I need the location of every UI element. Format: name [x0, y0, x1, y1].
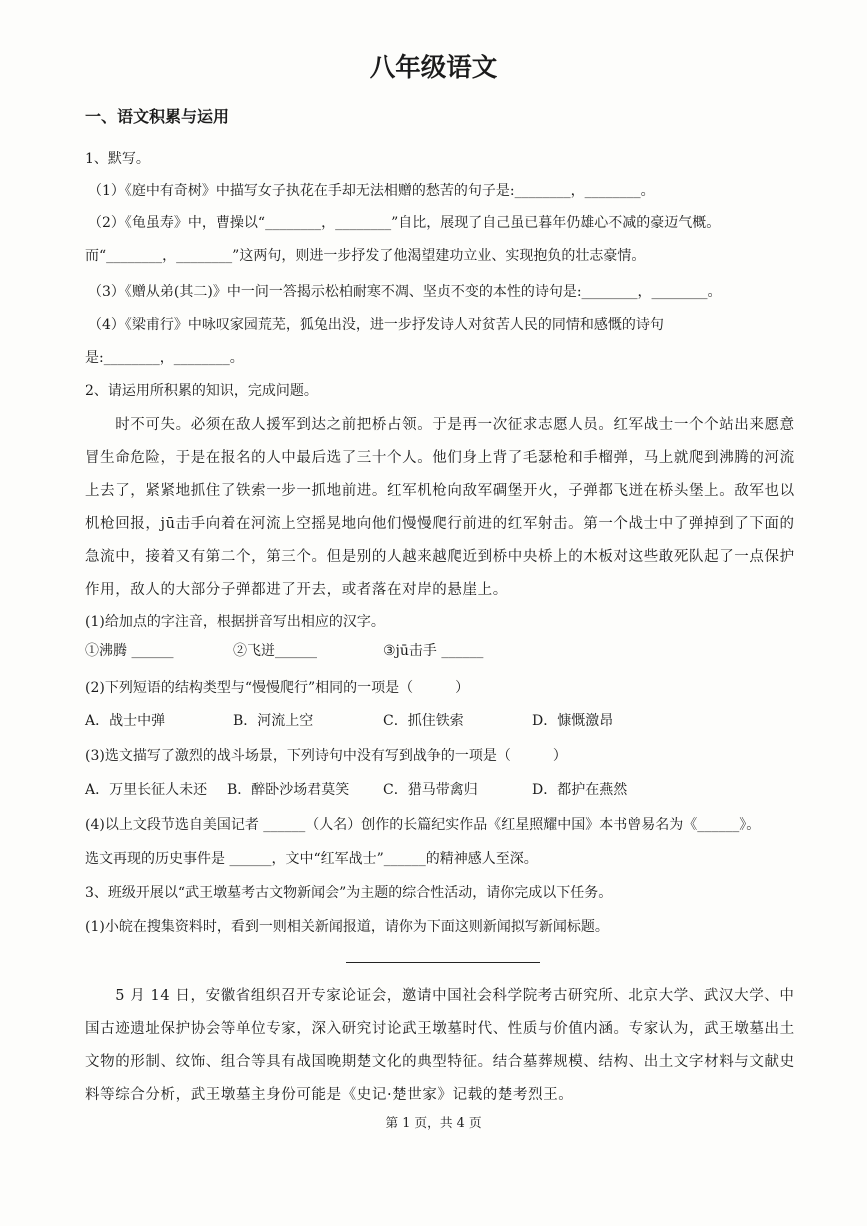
option-c: C．猎马带禽归 [383, 782, 478, 798]
page-title: 八年级语文 [369, 53, 498, 83]
answer-blank-3: ③jū击手 ______ [383, 643, 484, 659]
sub-question: (1)给加点的字注音，根据拼音写出相应的汉字。 [85, 614, 385, 630]
section-heading: 一、语文积累与运用 [85, 107, 230, 126]
question-line: 是:________，________。 [85, 350, 244, 366]
question-line: 而“________，________”这两句，则进一步抒发了他渴望建功立业、实现抱负的壮志豪情。 [85, 248, 646, 264]
answer-blank-1: ①沸腾 ______ [85, 643, 174, 659]
news-line: 料等综合分析，武王墩墓主身份可能是《史记·楚世家》记载的楚考烈王。 [85, 1087, 574, 1103]
question-line: （3）《赠从弟(其二)》中一问一答揭示松柏耐寒不凋、坚贞不变的本性的诗句是:________，________。 [88, 284, 722, 300]
question-stem: 3、班级开展以“武王墩墓考古文物新闻会”为主题的综合性活动，请你完成以下任务。 [85, 885, 613, 901]
sub-question: (2)下列短语的结构类型与“慢慢爬行”相同的一项是（ ） [85, 680, 470, 696]
option-b: B．醉卧沙场君莫笑 [227, 782, 350, 798]
passage-line: 机枪回报，jū击手向着在河流上空摇晃地向他们慢慢爬行前进的红军射击。第一个战士中了弹掉到了下面的 [85, 516, 795, 532]
answer-blank-2: ②飞迸______ [233, 643, 317, 659]
sub-question: (1)小皖在搜集资料时，看到一则相关新闻报道，请你为下面这则新闻拟写新闻标题。 [85, 919, 609, 935]
option-c: C．抓住铁索 [383, 713, 464, 729]
passage-line: 急流中，接着又有第二个，第三个。但是别的人越来越爬近到桥中央桥上的木板对这些敢死队起了一点保护 [85, 549, 795, 565]
news-line: 5 月 14 日，安徽省组织召开专家论证会，邀请中国社会科学院考古研究所、北京大学、武汉大学、中 [85, 988, 795, 1004]
question-stem: 1、默写。 [85, 151, 150, 167]
news-line: 文物的形制、纹饰、组合等具有战国晚期楚文化的典型特征。结合墓葬规模、结构、出土文字材料与文献史 [85, 1054, 795, 1070]
question-line: （2）《龟虽寿》中，曹操以“________，________”自比，展现了自己虽已暮年仍雄心不减的豪迈气概。 [88, 215, 721, 231]
sub-question: (4)以上文段节选自美国记者 ______（人名）创作的长篇纪实作品《红星照耀中国》本书曾易名为《______》。 [85, 817, 761, 833]
option-a: A．战士中弹 [85, 713, 166, 729]
option-d: D．都护在燕然 [532, 782, 628, 798]
sub-question-cont: 选文再现的历史事件是 ______，文中“红军战士”______的精神感人至深。 [85, 851, 538, 867]
question-stem: 2、请运用所积累的知识，完成问题。 [85, 383, 318, 399]
page-number: 第 1 页，共 4 页 [385, 1116, 482, 1131]
option-d: D．慷慨激昂 [532, 713, 614, 729]
option-a: A．万里长征人未还 [85, 782, 208, 798]
passage-line: 时不可失。必须在敌人援军到达之前把桥占领。于是再一次征求志愿人员。红军战士一个个站出来愿意 [85, 417, 795, 433]
headline-blank-line [346, 962, 540, 963]
option-b: B．河流上空 [233, 713, 314, 729]
passage-line: 作用，敌人的大部分子弹都进了开去，或者落在对岸的悬崖上。 [85, 582, 508, 598]
question-line: （4）《梁甫行》中咏叹家园荒芜，狐兔出没，进一步抒发诗人对贫苦人民的同情和感慨的诗句 [88, 317, 664, 333]
sub-question: (3)选文描写了激烈的战斗场景，下列诗句中没有写到战争的一项是（ ） [85, 748, 567, 764]
passage-line: 冒生命危险，于是在报名的人中最后选了三十个人。他们身上背了毛瑟枪和手榴弹，马上就爬到沸腾的河流 [85, 450, 795, 466]
news-line: 国古迹遗址保护协会等单位专家，深入研究讨论武王墩墓时代、性质与价值内涵。专家认为，武王墩墓出土 [85, 1021, 795, 1037]
passage-line: 上去了，紧紧地抓住了铁索一步一抓地前进。红军机枪向敌军碉堡开火，子弹都飞迸在桥头堡上。敌军也以 [85, 483, 795, 499]
question-line: （1）《庭中有奇树》中描写女子执花在手却无法相赠的愁苦的句子是:________，________。 [88, 183, 655, 199]
